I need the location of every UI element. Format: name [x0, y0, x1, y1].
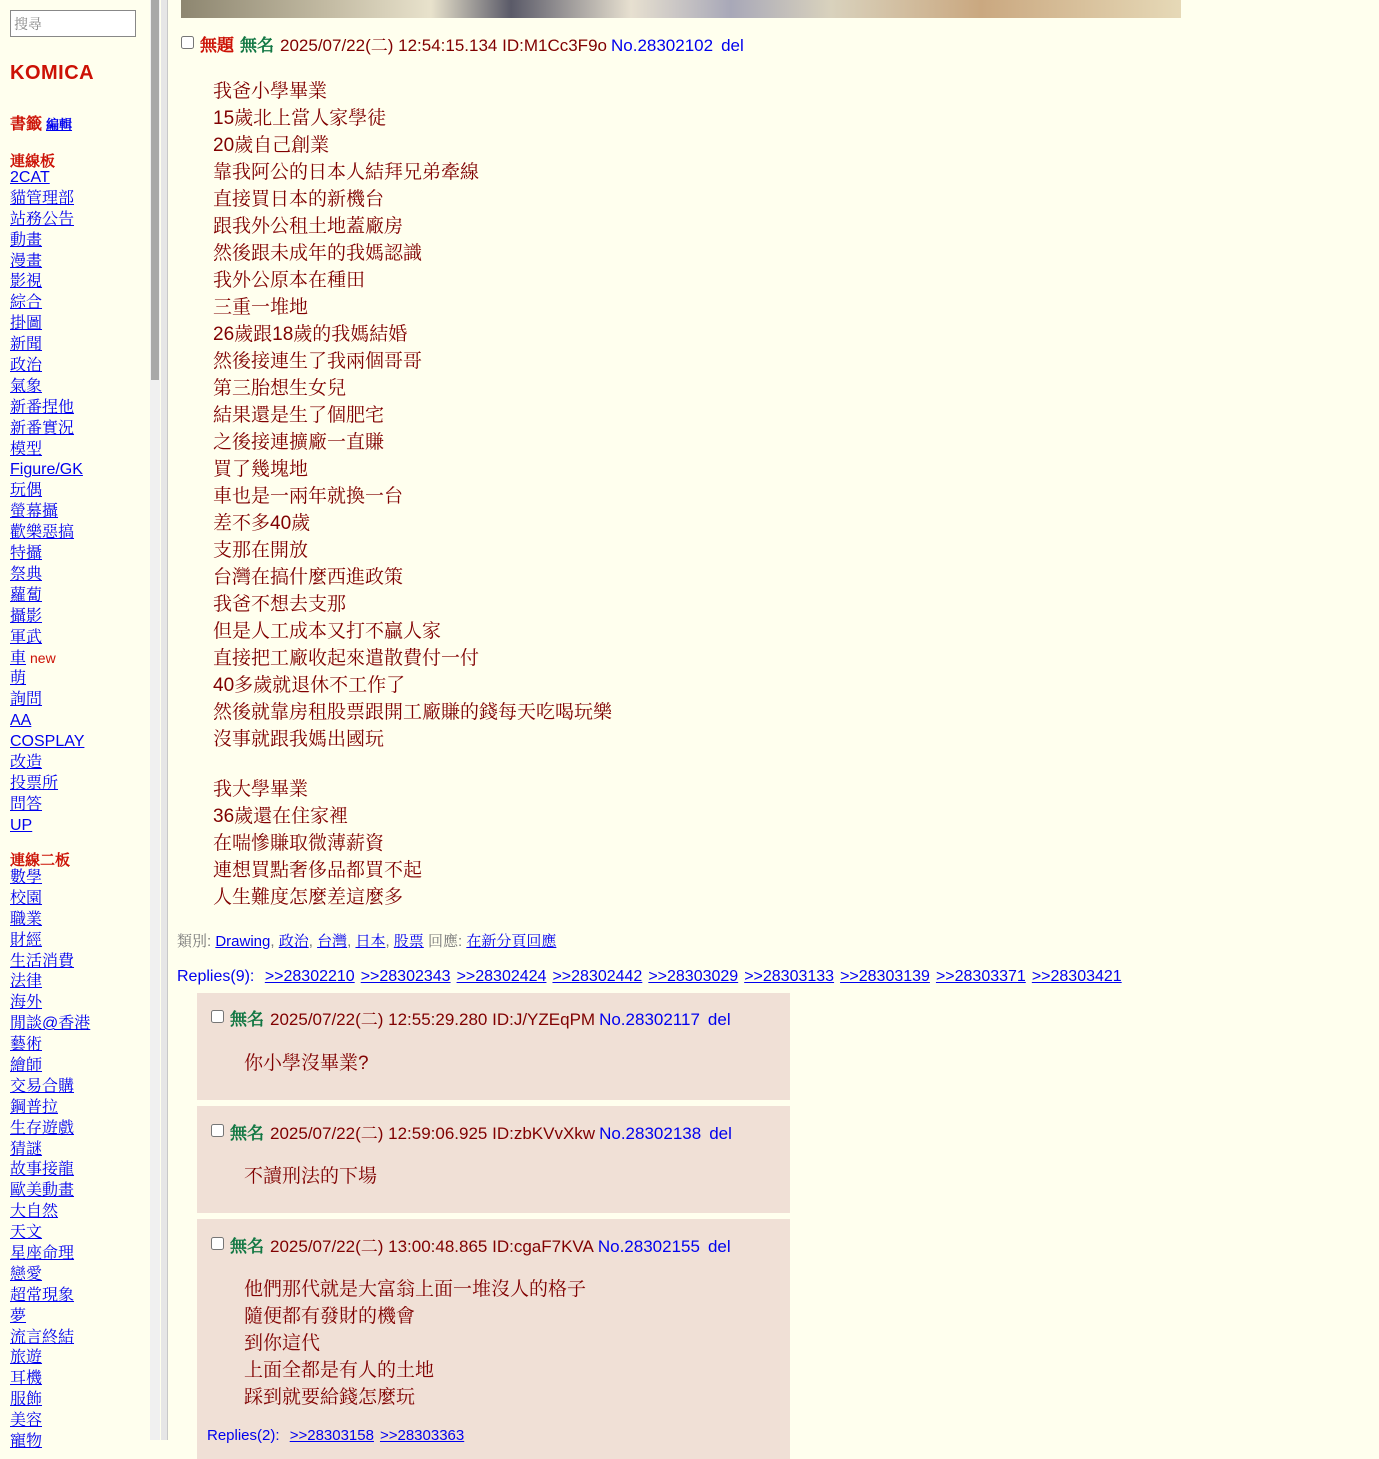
reply-quote-link[interactable]: >>28303029 — [648, 968, 739, 985]
search-input[interactable] — [10, 10, 136, 37]
board-link[interactable]: 漫畫 — [10, 252, 43, 270]
reply-label: 回應: — [427, 933, 463, 950]
board-link[interactable]: 生存遊戲 — [10, 1119, 75, 1137]
list-item — [10, 1056, 90, 1077]
body-line: 到你這代 — [244, 1333, 321, 1354]
board-link[interactable]: 旅遊 — [10, 1349, 43, 1367]
list-item — [10, 231, 84, 252]
board-link[interactable]: 掛圖 — [10, 315, 43, 333]
body-line: 我大學畢業 — [213, 779, 309, 800]
reply-select-checkbox[interactable] — [211, 1010, 224, 1023]
board-link[interactable]: 站務公告 — [10, 210, 75, 228]
board-link[interactable]: 萌 — [10, 670, 27, 688]
board-link[interactable]: 大自然 — [10, 1203, 59, 1221]
list-item — [10, 648, 84, 669]
list-item — [10, 252, 84, 273]
body-line: 我爸不想去支那 — [213, 594, 347, 615]
list-item — [10, 586, 84, 607]
op-select-checkbox[interactable] — [181, 36, 194, 49]
board-link[interactable]: 法律 — [10, 973, 43, 991]
bookmarks-row — [10, 111, 72, 134]
list-item — [10, 565, 84, 586]
op-replies-row — [177, 968, 1128, 986]
reply-datetime: 2025/07/22(二) 13:00:48.865 ID:cgaF7KVA — [270, 1237, 594, 1256]
list-item — [10, 1328, 90, 1349]
list-item — [10, 377, 84, 398]
reply-quote-link[interactable]: >>28303363 — [379, 1427, 465, 1444]
reply-name: 無名 — [230, 1124, 264, 1143]
reply-replies-row — [207, 1427, 470, 1444]
sidebar-scrollbar-thumb[interactable] — [151, 0, 159, 380]
list-item — [10, 690, 84, 711]
body-line: 之後接連擴廠一直賺 — [213, 432, 385, 453]
list-item — [10, 419, 84, 440]
board-link[interactable]: UP — [10, 816, 33, 834]
op-datetime: 2025/07/22(二) 12:54:15.134 ID:M1Cc3F9o — [280, 36, 607, 55]
board-link[interactable]: 校園 — [10, 889, 43, 907]
board-link[interactable]: 生活消費 — [10, 952, 75, 970]
list-item — [10, 1369, 90, 1390]
reply-quote-link[interactable]: >>28303371 — [935, 968, 1026, 985]
body-line: 然後跟未成年的我媽認識 — [213, 243, 423, 264]
list-item — [10, 502, 84, 523]
list-item — [10, 1390, 90, 1411]
list-item — [10, 868, 90, 889]
reply-del-link[interactable]: del — [709, 1124, 732, 1143]
body-line: 人生難度怎麼差這麼多 — [213, 887, 404, 908]
category-label: 類別: — [177, 933, 212, 950]
list-item — [10, 1223, 90, 1244]
reply-body — [244, 1276, 586, 1411]
board-link[interactable]: 軍武 — [10, 628, 43, 646]
list-item — [10, 607, 84, 628]
op-del-link[interactable]: del — [721, 36, 744, 55]
reply-quote-link[interactable]: >>28302424 — [456, 968, 547, 985]
board-link[interactable]: 超常現象 — [10, 1286, 75, 1304]
reply-post-number[interactable]: No.28302155 — [597, 1237, 700, 1256]
body-line: 第三胎想生女兒 — [213, 378, 347, 399]
body-line: 差不多40歲 — [213, 513, 311, 534]
reply-body — [244, 1163, 377, 1190]
reply-header — [211, 1119, 732, 1144]
category-separator: , — [385, 933, 394, 950]
list-item — [10, 1140, 90, 1161]
board-link[interactable]: 特攝 — [10, 545, 43, 563]
board-link[interactable]: 蘿蔔 — [10, 586, 43, 604]
board-list — [10, 168, 84, 837]
board-link[interactable]: 氣象 — [10, 377, 43, 395]
list-item — [10, 1348, 90, 1369]
category-link[interactable]: 股票 — [393, 933, 424, 950]
board-link[interactable]: 天文 — [10, 1224, 43, 1242]
board-link[interactable]: 綜合 — [10, 294, 43, 312]
body-line: 車也是一兩年就換一台 — [213, 486, 404, 507]
body-line: 他們那代就是大富翁上面一堆沒人的格子 — [244, 1279, 587, 1300]
board-link[interactable]: 祭典 — [10, 565, 43, 583]
body-line: 不讀刑法的下場 — [244, 1166, 378, 1187]
board-link[interactable]: 數學 — [10, 869, 43, 886]
reply-post — [197, 1106, 790, 1213]
category-separator: , — [270, 933, 279, 950]
op-body — [213, 78, 612, 753]
list-item — [10, 774, 84, 795]
board-link[interactable]: 問答 — [10, 795, 43, 813]
replies-label: Replies(2): — [207, 1427, 280, 1444]
body-line: 支那在開放 — [213, 540, 309, 561]
bookmarks-edit-link[interactable]: 編輯 — [46, 117, 73, 132]
board-link[interactable]: 鋼普拉 — [10, 1098, 59, 1116]
category-link[interactable]: Drawing — [215, 933, 271, 950]
board-link[interactable]: 職業 — [10, 910, 43, 928]
reply-quote-link[interactable]: >>28302442 — [552, 968, 643, 985]
section-title-boards-2: 連線二板 — [10, 852, 71, 869]
board-link[interactable]: 歡樂惡搞 — [10, 524, 75, 542]
reply-new-tab-link[interactable]: 在新分頁回應 — [466, 933, 557, 950]
body-line: 上面全都是有人的土地 — [244, 1360, 435, 1381]
body-line: 20歲自己創業 — [213, 135, 330, 156]
board-link[interactable]: COSPLAY — [10, 733, 85, 751]
list-item — [10, 732, 84, 753]
board-link[interactable]: 繪師 — [10, 1057, 43, 1075]
board-link[interactable]: 車 — [10, 650, 27, 668]
body-line: 我爸小學畢業 — [213, 81, 328, 102]
board-list-2 — [10, 868, 90, 1453]
reply-del-link[interactable]: del — [707, 1010, 731, 1029]
reply-quote-link[interactable]: >>28303421 — [1031, 968, 1122, 985]
op-image[interactable] — [181, 0, 1181, 18]
body-line: 26歲跟18歲的我媽結婚 — [213, 324, 408, 345]
list-item — [10, 711, 84, 732]
list-item — [10, 1202, 90, 1223]
frame-divider[interactable] — [161, 0, 168, 1440]
board-link[interactable]: 故事接龍 — [10, 1161, 75, 1179]
list-item — [10, 189, 84, 210]
list-item — [10, 889, 90, 910]
bookmarks-label: 書籤 — [10, 116, 43, 133]
list-item — [10, 1411, 90, 1432]
board-link[interactable]: 改造 — [10, 753, 43, 771]
reply-post-number[interactable]: No.28302138 — [599, 1124, 702, 1143]
board-link[interactable]: Figure/GK — [10, 461, 83, 479]
list-item — [10, 1432, 90, 1453]
body-line: 40多歲就退休不工作了 — [213, 675, 406, 696]
body-line: 踩到就要給錢怎麼玩 — [244, 1387, 416, 1408]
board-link[interactable]: 服飾 — [10, 1391, 43, 1409]
reply-post-number[interactable]: No.28302117 — [599, 1010, 700, 1029]
category-link[interactable]: 台灣 — [317, 933, 348, 950]
op-header — [181, 31, 744, 56]
board-link[interactable]: 螢幕攝 — [10, 503, 59, 521]
board-link[interactable]: AA — [10, 712, 32, 730]
board-link[interactable]: 星座命理 — [10, 1245, 75, 1263]
body-line: 買了幾塊地 — [213, 459, 309, 480]
reply-quote-link[interactable]: >>28303133 — [744, 968, 835, 985]
body-line: 隨便都有發財的機會 — [244, 1306, 416, 1327]
board-link[interactable]: 藝術 — [10, 1036, 43, 1054]
category-link[interactable]: 日本 — [355, 933, 386, 950]
list-item — [10, 335, 84, 356]
reply-quote-link[interactable]: >>28302343 — [360, 968, 451, 985]
body-line: 台灣在搞什麼西進政策 — [213, 567, 404, 588]
site-logo[interactable]: KOMICA — [10, 62, 95, 84]
list-item — [10, 1181, 90, 1202]
op-post-number[interactable]: No.28302102 — [610, 36, 714, 55]
category-link[interactable]: 政治 — [278, 933, 309, 950]
body-line: 你小學沒畢業? — [244, 1053, 369, 1074]
list-item — [10, 931, 90, 952]
op-subject: 無題 — [200, 36, 234, 55]
body-line: 沒事就跟我媽出國玩 — [213, 729, 385, 750]
board-link[interactable]: 流言終結 — [10, 1328, 75, 1346]
reply-post — [197, 1219, 790, 1459]
list-item — [10, 1244, 90, 1265]
reply-datetime: 2025/07/22(二) 12:59:06.925 ID:zbKVvXkw — [270, 1124, 596, 1143]
body-line: 36歲還在住家裡 — [213, 806, 349, 827]
board-link[interactable]: 新番實況 — [10, 419, 75, 437]
board-link[interactable]: 新番捏他 — [10, 398, 75, 416]
list-item — [10, 293, 84, 314]
op-name: 無名 — [240, 36, 274, 55]
reply-header — [211, 1232, 731, 1257]
board-link[interactable]: 貓管理部 — [10, 189, 75, 207]
reply-post — [197, 993, 790, 1100]
list-item — [10, 1098, 90, 1119]
thread-area — [168, 0, 1379, 1444]
list-item — [10, 795, 84, 816]
category-separator: , — [347, 933, 356, 950]
board-link[interactable]: 寵物 — [10, 1433, 43, 1451]
board-link[interactable]: 耳機 — [10, 1370, 43, 1388]
list-item — [10, 168, 84, 189]
body-line: 然後接連生了我兩個哥哥 — [213, 351, 423, 372]
list-item — [10, 1307, 90, 1328]
section-title-boards: 連線板 — [10, 153, 56, 170]
board-link[interactable]: 海外 — [10, 994, 43, 1012]
board-link[interactable]: 攝影 — [10, 607, 43, 625]
body-line: 但是人工成本又打不贏人家 — [213, 621, 442, 642]
op-body-2 — [213, 776, 422, 911]
list-item — [10, 460, 84, 481]
reply-name: 無名 — [230, 1010, 264, 1029]
board-link[interactable]: 財經 — [10, 931, 43, 949]
list-item — [10, 314, 84, 335]
board-link[interactable]: 戀愛 — [10, 1265, 43, 1283]
board-link[interactable]: 政治 — [10, 357, 43, 375]
board-link[interactable]: 詢問 — [10, 691, 43, 709]
board-link[interactable]: 夢 — [10, 1307, 27, 1325]
list-item — [10, 972, 90, 993]
board-link[interactable]: 美容 — [10, 1412, 43, 1430]
reply-datetime: 2025/07/22(二) 12:55:29.280 ID:J/YZEqPM — [270, 1010, 596, 1029]
body-line: 我外公原本在種田 — [213, 270, 366, 291]
list-item — [10, 210, 84, 231]
list-item — [10, 440, 84, 461]
list-item — [10, 1035, 90, 1056]
replies-label: Replies(9): — [177, 968, 255, 985]
board-link[interactable]: 閒談@香港 — [10, 1015, 91, 1033]
body-line: 跟我外公租土地蓋廠房 — [213, 216, 404, 237]
board-link[interactable]: 猜謎 — [10, 1140, 43, 1158]
list-item — [10, 669, 84, 690]
board-link[interactable]: 模型 — [10, 440, 43, 458]
list-item — [10, 993, 90, 1014]
board-link[interactable]: 歐美動畫 — [10, 1182, 75, 1200]
sidebar — [0, 0, 150, 1451]
body-line: 靠我阿公的日本人結拜兄弟牽線 — [213, 162, 480, 183]
board-link[interactable]: 交易合購 — [10, 1077, 75, 1095]
list-item — [10, 398, 84, 419]
reply-select-checkbox[interactable] — [211, 1237, 224, 1250]
body-line: 15歲北上當人家學徒 — [213, 108, 387, 129]
category-row — [177, 930, 556, 951]
body-line: 三重一堆地 — [213, 297, 309, 318]
category-separator: , — [308, 933, 318, 950]
reply-name: 無名 — [230, 1237, 264, 1256]
body-line: 直接把工廠收起來遣散費付一付 — [213, 648, 480, 669]
board-link[interactable]: 影視 — [10, 273, 43, 291]
list-item — [10, 544, 84, 565]
body-line: 直接買日本的新機台 — [213, 189, 385, 210]
list-item — [10, 481, 84, 502]
list-item — [10, 753, 84, 774]
body-line: 在喘慘賺取微薄薪資 — [213, 833, 385, 854]
list-item — [10, 1119, 90, 1140]
list-item — [10, 910, 90, 931]
reply-select-checkbox[interactable] — [211, 1124, 224, 1137]
reply-quote-link[interactable]: >>28302210 — [264, 968, 355, 985]
new-badge: new — [30, 650, 56, 667]
list-item — [10, 1265, 90, 1286]
reply-body — [244, 1050, 369, 1077]
reply-del-link[interactable]: del — [707, 1237, 731, 1256]
list-item — [10, 1160, 90, 1181]
board-link[interactable]: 投票所 — [10, 774, 59, 792]
board-link[interactable]: 2CAT — [10, 169, 50, 186]
list-item — [10, 1014, 90, 1035]
board-link[interactable]: 動畫 — [10, 231, 43, 249]
board-link[interactable]: 新聞 — [10, 336, 43, 354]
list-item — [10, 816, 84, 837]
list-item — [10, 1077, 90, 1098]
list-item — [10, 1286, 90, 1307]
reply-quote-link[interactable]: >>28303158 — [289, 1427, 374, 1444]
list-item — [10, 952, 90, 973]
body-line: 然後就靠房租股票跟開工廠賺的錢每天吃喝玩樂 — [213, 702, 613, 723]
list-item — [10, 356, 84, 377]
reply-header — [211, 1005, 731, 1030]
list-item — [10, 523, 84, 544]
board-link[interactable]: 玩偶 — [10, 482, 43, 500]
body-line: 連想買點奢侈品都買不起 — [213, 860, 423, 881]
list-item — [10, 272, 84, 293]
reply-quote-link[interactable]: >>28303139 — [840, 968, 930, 985]
body-line: 結果還是生了個肥宅 — [213, 405, 385, 426]
list-item — [10, 628, 84, 649]
